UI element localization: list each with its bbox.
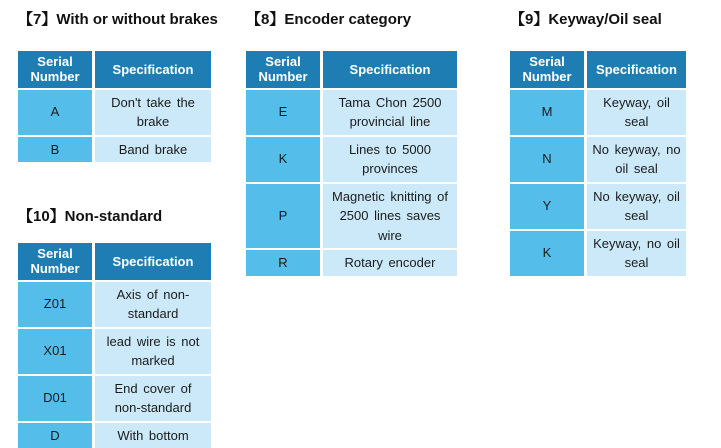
brakes-table-block bbox=[18, 11, 218, 162]
serial-cell: K bbox=[246, 137, 323, 184]
table-title: 【9】Keyway/Oil seal bbox=[510, 11, 662, 28]
column-header-serial: Serial Number bbox=[510, 51, 587, 90]
serial-cell: M bbox=[510, 90, 587, 137]
table-row bbox=[246, 137, 457, 184]
table-row bbox=[510, 184, 686, 231]
spec-cell: Axis of non-standard bbox=[95, 282, 211, 329]
serial-cell: D bbox=[18, 423, 95, 448]
non-standard-table-block bbox=[18, 208, 211, 448]
serial-cell: X01 bbox=[18, 329, 95, 376]
table-row bbox=[18, 137, 211, 163]
column-header-specification: Specification bbox=[323, 51, 457, 90]
column-header-serial: Serial Number bbox=[18, 243, 95, 282]
serial-cell: B bbox=[18, 137, 95, 163]
serial-cell: K bbox=[510, 231, 587, 276]
spec-cell: Lines to 5000 provinces bbox=[323, 137, 457, 184]
table-row bbox=[510, 90, 686, 137]
table-row bbox=[18, 376, 211, 423]
serial-cell: E bbox=[246, 90, 323, 137]
keyway-oil-seal-table-block bbox=[510, 11, 686, 276]
column-header-specification: Specification bbox=[95, 243, 211, 282]
spec-cell: Rotary encoder bbox=[323, 250, 457, 276]
table-row bbox=[510, 137, 686, 184]
header-row bbox=[510, 51, 686, 90]
table-row bbox=[246, 250, 457, 276]
column-header-serial: Serial Number bbox=[246, 51, 323, 90]
spec-cell: Keyway, no oil seal bbox=[587, 231, 686, 276]
spec-cell: With bottom bbox=[95, 423, 211, 448]
table-row bbox=[18, 423, 211, 448]
table-row bbox=[18, 329, 211, 376]
header-row bbox=[246, 51, 457, 90]
non-standard-table bbox=[18, 243, 211, 448]
brakes-table bbox=[18, 51, 211, 162]
table-row bbox=[510, 231, 686, 276]
serial-cell: P bbox=[246, 184, 323, 251]
column-header-specification: Specification bbox=[95, 51, 211, 90]
serial-cell: Y bbox=[510, 184, 587, 231]
spec-cell: No keyway, oil seal bbox=[587, 184, 686, 231]
spec-cell: Keyway, oil seal bbox=[587, 90, 686, 137]
column-header-serial: Serial Number bbox=[18, 51, 95, 90]
header-row bbox=[18, 243, 211, 282]
table-row bbox=[18, 282, 211, 329]
table-row bbox=[246, 90, 457, 137]
encoder-category-table-block bbox=[246, 11, 457, 276]
table-row bbox=[18, 90, 211, 137]
table-title: 【7】With or without brakes bbox=[18, 11, 218, 28]
column-header-specification: Specification bbox=[587, 51, 686, 90]
spec-cell: Band brake bbox=[95, 137, 211, 163]
table-row bbox=[246, 184, 457, 251]
keyway-oil-seal-table bbox=[510, 51, 686, 276]
encoder-category-table bbox=[246, 51, 457, 276]
serial-cell: N bbox=[510, 137, 587, 184]
serial-cell: Z01 bbox=[18, 282, 95, 329]
spec-cell: lead wire is not marked bbox=[95, 329, 211, 376]
serial-cell: R bbox=[246, 250, 323, 276]
spec-cell: End cover of non-standard bbox=[95, 376, 211, 423]
spec-cell: Tama Chon 2500 provincial line bbox=[323, 90, 457, 137]
table-title: 【10】Non-standard bbox=[18, 208, 163, 225]
serial-cell: D01 bbox=[18, 376, 95, 423]
spec-cell: No keyway, no oil seal bbox=[587, 137, 686, 184]
spec-cell: Magnetic knitting of 2500 lines saves wire bbox=[323, 184, 457, 251]
spec-cell: Don't take the brake bbox=[95, 90, 211, 137]
table-title: 【8】Encoder category bbox=[246, 11, 412, 28]
header-row bbox=[18, 51, 211, 90]
serial-cell: A bbox=[18, 90, 95, 137]
